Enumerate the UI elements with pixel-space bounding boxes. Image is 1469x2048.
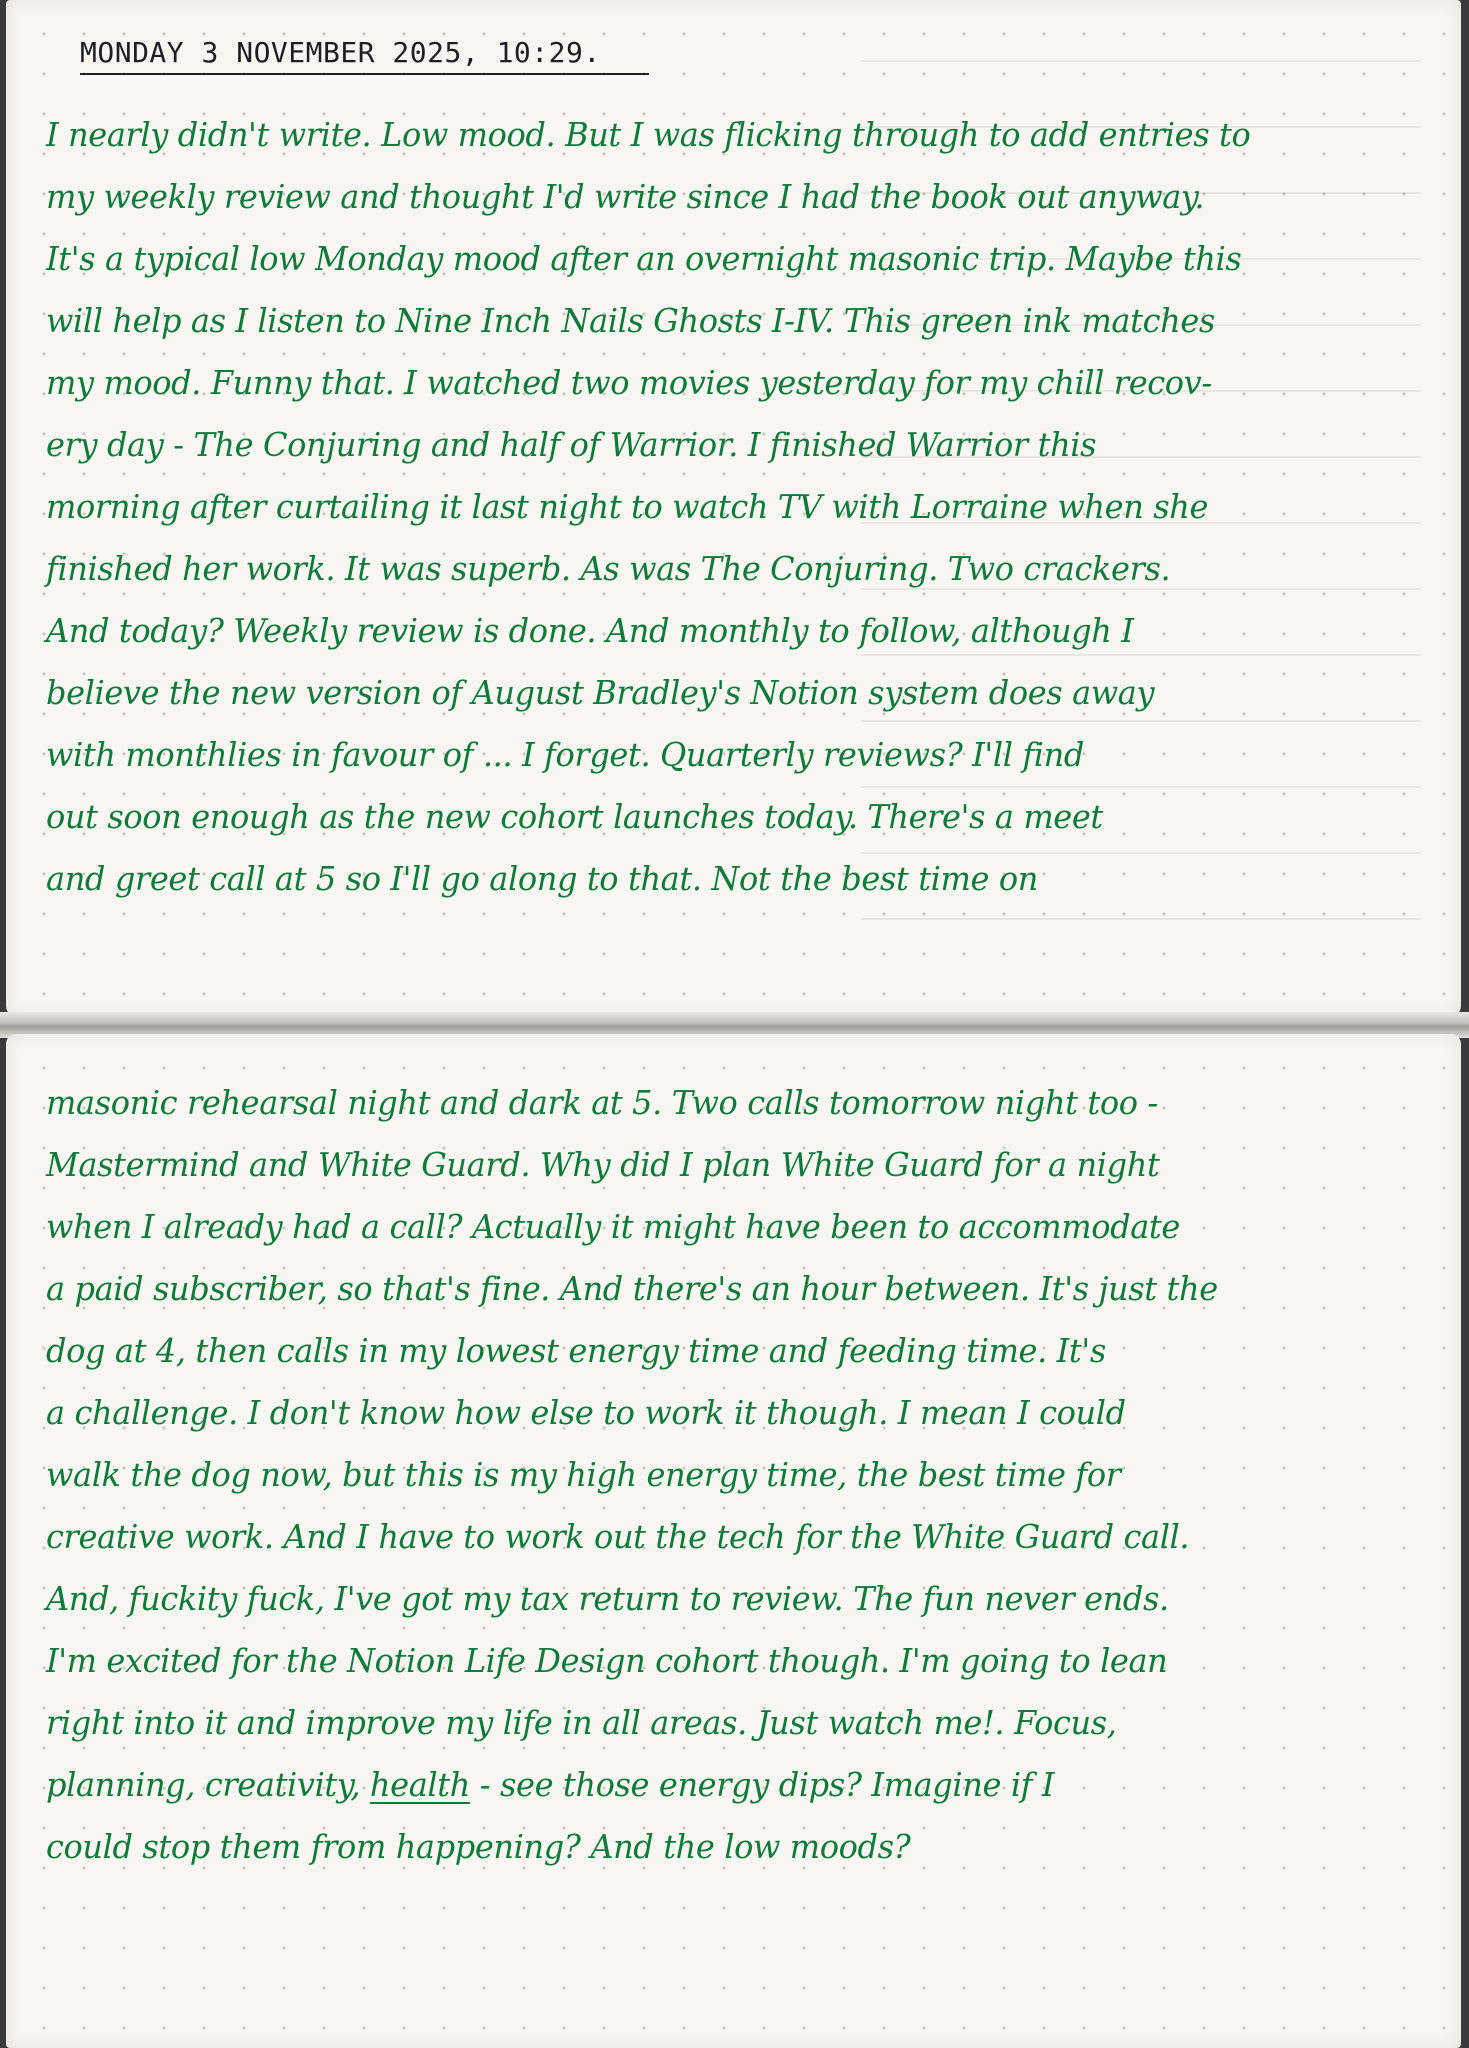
line-text: - see those energy dips? Imagine if I <box>469 1765 1055 1804</box>
journal-line: with monthlies in favour of ... I forget. Quarterly reviews? I'll find <box>46 735 1084 774</box>
journal-line: when I already had a call? Actually it might have been to accommodate <box>46 1207 1180 1246</box>
journal-line: morning after curtailing it last night to watch TV with Lorraine when she <box>46 487 1209 526</box>
journal-line: and greet call at 5 so I'll go along to that. Not the best time on <box>46 859 1038 898</box>
journal-line: could stop them from happening? And the low moods? <box>46 1827 911 1866</box>
journal-line: dog at 4, then calls in my lowest energy time and feeding time. It's <box>46 1331 1106 1370</box>
journal-line: And today? Weekly review is done. And monthly to follow, although I <box>46 611 1134 650</box>
journal-line: creative work. And I have to work out the tech for the White Guard call. <box>46 1517 1190 1556</box>
journal-line: right into it and improve my life in all areas. Just watch me!. Focus, <box>46 1703 1117 1742</box>
journal-line: my weekly review and thought I'd write since I had the book out anyway. <box>46 177 1205 216</box>
journal-line: a paid subscriber, so that's fine. And there's an hour between. It's just the <box>46 1269 1218 1308</box>
journal-line: believe the new version of August Bradley's Notion system does away <box>46 673 1155 712</box>
journal-text-top <box>46 104 1437 910</box>
journal-line: And, fuckity fuck, I've got my tax return to review. The fun never ends. <box>46 1579 1169 1618</box>
journal-line: I'm excited for the Notion Life Design cohort though. I'm going to lean <box>46 1641 1168 1680</box>
journal-line: Mastermind and White Guard. Why did I plan White Guard for a night <box>46 1145 1160 1184</box>
journal-line: It's a typical low Monday mood after an overnight masonic trip. Maybe this <box>46 239 1242 278</box>
journal-page-bottom <box>6 1034 1461 2048</box>
entry-date-heading: MONDAY 3 NOVEMBER 2025, 10:29. <box>80 36 649 75</box>
journal-line <box>46 1754 1395 1816</box>
line-text: planning, creativity, <box>46 1765 370 1804</box>
journal-line: ery day - The Conjuring and half of Warrior. I finished Warrior this <box>46 425 1097 464</box>
journal-text-bottom <box>46 1072 1437 1878</box>
underlined-word-health: health <box>369 1765 470 1804</box>
journal-line: masonic rehearsal night and dark at 5. Two calls tomorrow night too - <box>46 1083 1158 1122</box>
journal-line: finished her work. It was superb. As was The Conjuring. Two crackers. <box>46 549 1171 588</box>
journal-line: will help as I listen to Nine Inch Nails Ghosts I-IV. This green ink matches <box>46 301 1215 340</box>
journal-line: out soon enough as the new cohort launches today. There's a meet <box>46 797 1103 836</box>
journal-line: walk the dog now, but this is my high energy time, the best time for <box>46 1455 1121 1494</box>
journal-line: I nearly didn't write. Low mood. But I was flicking through to add entries to <box>46 115 1251 154</box>
journal-line: my mood. Funny that. I watched two movies yesterday for my chill recov- <box>46 363 1212 402</box>
journal-line: a challenge. I don't know how else to work it though. I mean I could <box>46 1393 1126 1432</box>
journal-page-top <box>6 0 1461 1016</box>
